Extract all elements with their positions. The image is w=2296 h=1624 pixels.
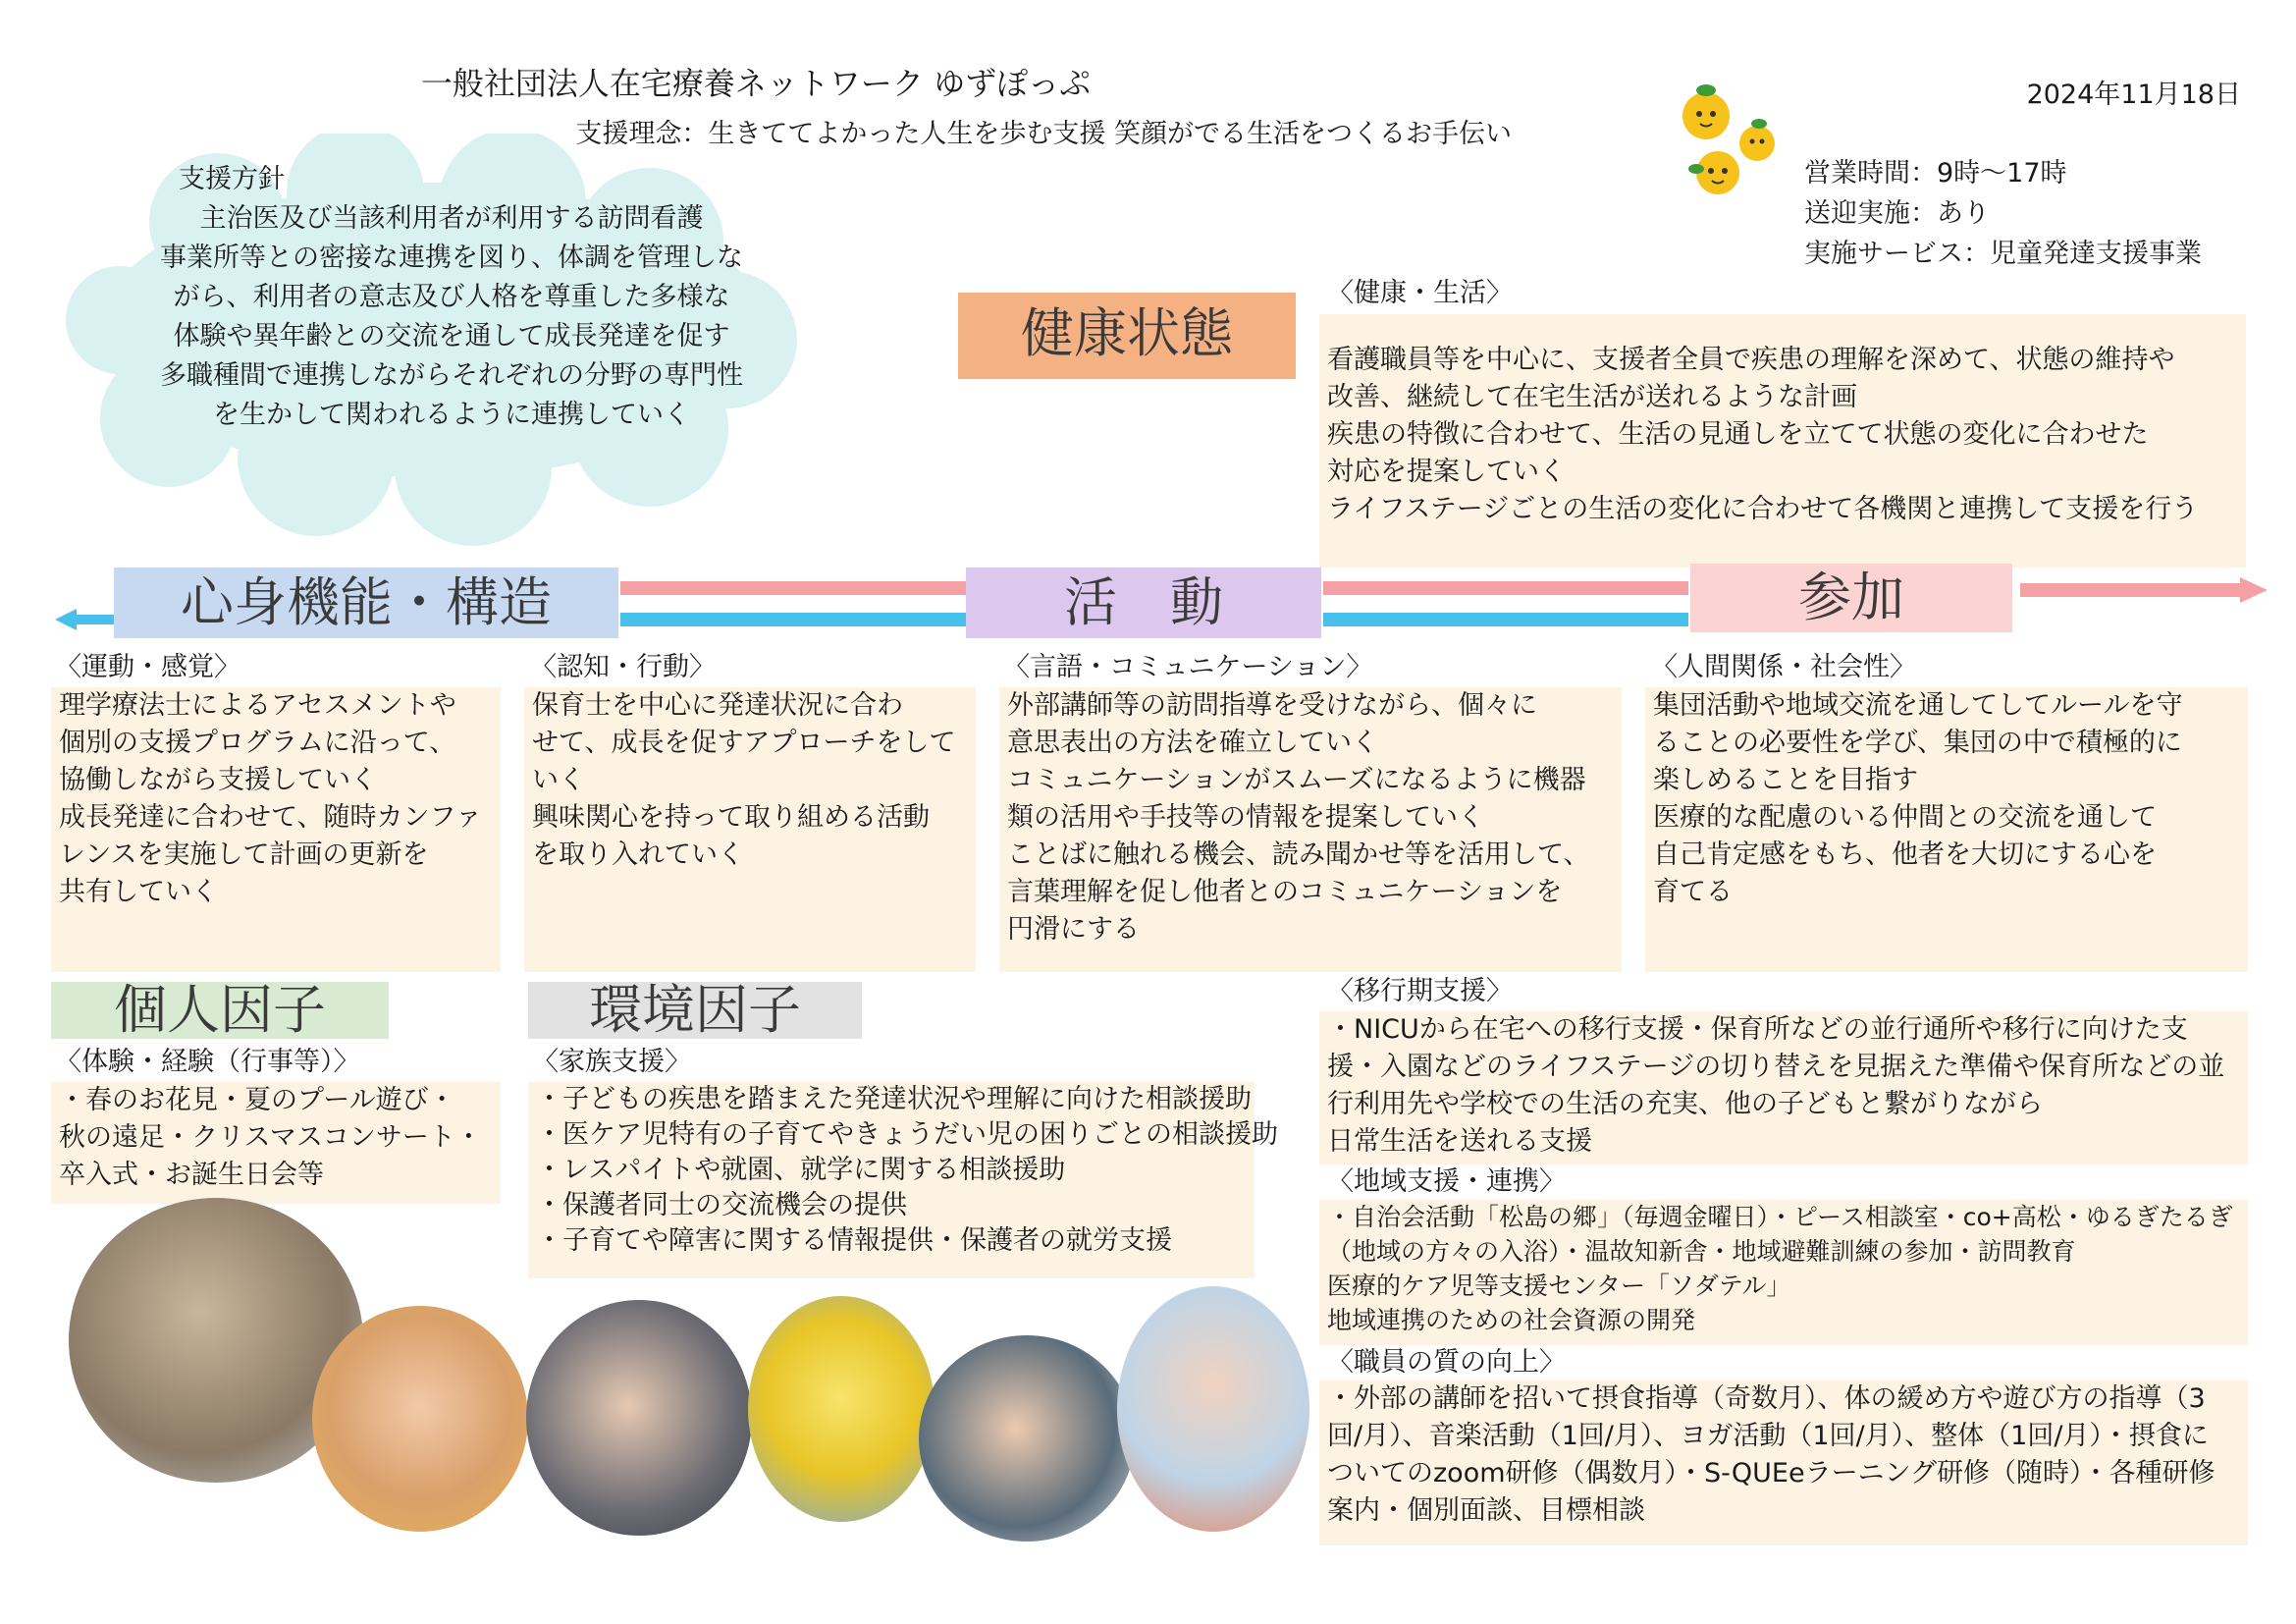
community-line: （地域の方々の入浴）・温故知新舎・地域避難訓練の参加・訪問教育 <box>1327 1237 2076 1266</box>
community-text-box <box>1319 1200 2248 1345</box>
language-line: コミュニケーションがスムーズになるように機器 <box>1007 765 1586 795</box>
staff-line: 回/月）、音楽活動（1回/月）、ヨガ活動（1回/月）、整体（1回/月）・摂食に <box>1327 1421 2209 1451</box>
policy-text <box>118 199 785 435</box>
family-line: ・医ケア児特有の子育てやきょうだい児の困りごとの相談援助 <box>536 1119 1278 1150</box>
transition-heading: 〈移行期支援〉 <box>1327 976 1513 1006</box>
health-text-box <box>1319 314 2246 568</box>
staff-heading: 〈職員の質の向上〉 <box>1327 1347 1566 1378</box>
family-text-box <box>528 1082 1278 1278</box>
experience-line: 卒入式・お誕生日会等 <box>59 1160 324 1190</box>
health-line: 疾患の特徴に合わせて、生活の見通しを立てて状態の変化に合わせた <box>1327 419 2149 450</box>
motor-line: 成長発達に合わせて、随時カンファ <box>59 802 482 833</box>
cognition-line: 保育士を中心に発達状況に合わ <box>532 690 903 721</box>
motor-line: 個別の支援プログラムに沿って、 <box>59 728 456 758</box>
language-heading: 〈言語・コミュニケーション〉 <box>1003 652 1373 682</box>
transition-line: ・NICUから在宅への移行支援・保育所などの並行通所や移行に向けた支 <box>1327 1014 2188 1045</box>
staff-line: ・外部の講師を招いて摂食指導（奇数月）、体の緩め方や遊び方の指導（3 <box>1327 1383 2206 1414</box>
cognition-line: を取り入れていく <box>532 839 744 870</box>
photo-staff-child <box>919 1335 1135 1542</box>
policy-line: 多職種間で連携しながらそれぞれの分野の専門性 <box>160 360 743 391</box>
health-line: 対応を提案していく <box>1327 457 1566 487</box>
staff-line: 案内・個別面談、目標相談 <box>1327 1495 1645 1526</box>
policy-line: 主治医及び当該利用者が利用する訪問看護 <box>199 203 704 234</box>
social-text-box <box>1645 687 2248 972</box>
body-function-label: 心身機能・構造 <box>114 568 618 638</box>
photo-child-smiling <box>526 1300 752 1536</box>
cognition-heading: 〈認知・行動〉 <box>530 652 716 682</box>
motor-text-box <box>51 687 501 972</box>
policy-line: を生かして関われるように連携していく <box>213 400 690 430</box>
policy-line: 事業所等との密接な連携を図り、体調を管理しな <box>160 243 743 273</box>
experience-heading: 〈体験・経験（行事等）〉 <box>55 1047 360 1077</box>
health-line: 改善、継続して在宅生活が送れるような計画 <box>1327 382 1857 412</box>
cognition-line: 興味関心を持って取り組める活動 <box>532 802 930 833</box>
staff-text-box <box>1319 1380 2248 1545</box>
cognition-text-box <box>524 687 976 972</box>
transition-line: 援・入園などのライフステージの切り替えを見据えた準備や保育所などの並 <box>1327 1052 2225 1082</box>
business-info <box>1804 153 2202 274</box>
health-line: ライフステージごとの生活の変化に合わせて各機関と連携して支援を行う <box>1327 494 2199 524</box>
transition-text-box <box>1319 1011 2248 1164</box>
motor-heading: 〈運動・感覚〉 <box>55 652 240 682</box>
health-state-label: 健康状態 <box>958 293 1296 379</box>
social-line: 育てる <box>1653 877 1733 907</box>
social-line: 集団活動や地域交流を通してしてルールを守 <box>1653 690 2183 721</box>
experience-text-box <box>51 1082 501 1204</box>
pickup-service: 送迎実施：あり <box>1804 198 1990 229</box>
language-text-box <box>999 687 1622 972</box>
family-line: ・子どもの疾患を踏まえた発達状況や理解に向けた相談援助 <box>536 1084 1252 1114</box>
staff-line: ついてのzoom研修（偶数月）・S-QUEeラーニング研修（随時）・各種研修 <box>1327 1458 2216 1489</box>
photo-girl-playroom <box>312 1306 528 1532</box>
language-line: 円滑にする <box>1007 914 1140 945</box>
policy-line: 体験や異年齢との交流を通して成長発達を促す <box>173 321 730 352</box>
community-heading: 〈地域支援・連携〉 <box>1327 1166 1566 1197</box>
page-subtitle: 支援理念：生きててよかった人生を歩む支援 笑顔がでる生活をつくるお手伝い <box>575 119 1512 149</box>
cognition-line: せて、成長を促すアプローチをして <box>532 728 956 758</box>
environment-factor-label: 環境因子 <box>528 982 862 1039</box>
business-hours: 営業時間：9時～17時 <box>1804 158 2067 189</box>
transition-line: 行利用先や学校での生活の充実、他の子どもと繋がりながら <box>1327 1089 2043 1119</box>
motor-line: 協働しながら支援していく <box>59 765 377 795</box>
community-line: 地域連携のための社会資源の開発 <box>1327 1306 1696 1334</box>
date: 2024年11月18日 <box>2026 80 2241 110</box>
family-line: ・子育てや障害に関する情報提供・保護者の就労支援 <box>536 1225 1172 1256</box>
page-title: 一般社団法人在宅療養ネットワーク ゆずぽっぷ <box>420 65 1092 102</box>
health-line: 看護職員等を中心に、支援者全員で疾患の理解を深めて、状態の維持や <box>1327 345 2175 375</box>
family-line: ・保護者同士の交流機会の提供 <box>536 1190 907 1220</box>
motor-line: レンスを実施して計画の更新を <box>59 839 429 870</box>
service-type: 実施サービス：児童発達支援事業 <box>1804 239 2202 269</box>
social-line: 医療的な配慮のいる仲間との交流を通して <box>1653 802 2157 833</box>
family-line: ・レスパイトや就園、就学に関する相談援助 <box>536 1155 1066 1185</box>
participation-label: 参加 <box>1690 564 2012 632</box>
photo-child-float <box>748 1296 934 1522</box>
social-line: 自己肯定感をもち、他者を大切にする心を <box>1653 839 2157 870</box>
experience-line: 秋の遠足・クリスマスコンサート・ <box>59 1122 482 1153</box>
family-heading: 〈家族支援〉 <box>532 1047 691 1077</box>
language-line: 意思表出の方法を確立していく <box>1007 728 1378 758</box>
language-line: 外部講師等の訪問指導を受けながら、個々に <box>1007 690 1537 721</box>
personal-factor-label: 個人因子 <box>51 982 389 1039</box>
community-line: ・自治会活動「松島の郷」（毎週金曜日）・ピース相談室・co+高松・ゆるぎたるぎ <box>1327 1203 2233 1231</box>
social-line: ることの必要性を学び、集団の中で積極的に <box>1653 728 2182 758</box>
experience-line: ・春のお花見・夏のプール遊び・ <box>59 1085 455 1115</box>
activity-label: 活 動 <box>966 568 1321 638</box>
language-line: 類の活用や手技等の情報を提案していく <box>1007 802 1484 833</box>
policy-title: 支援方針 <box>179 164 285 194</box>
social-heading: 〈人間関係・社会性〉 <box>1651 652 1916 682</box>
language-line: ことばに触れる機会、読み聞かせ等を活用して、 <box>1007 839 1590 870</box>
motor-line: 理学療法士によるアセスメントや <box>59 690 456 721</box>
community-line: 医療的ケア児等支援センター「ソダテル」 <box>1327 1272 1791 1300</box>
transition-line: 日常生活を送れる支援 <box>1327 1126 1592 1157</box>
yuzu-mascot-icon <box>1669 75 1777 202</box>
photo-children-table <box>1117 1286 1309 1532</box>
social-line: 楽しめることを目指す <box>1653 765 1918 795</box>
health-heading: 〈健康・生活〉 <box>1327 278 1513 308</box>
motor-line: 共有していく <box>59 877 218 907</box>
policy-line: がら、利用者の意志及び人格を尊重した多様な <box>173 282 730 312</box>
cognition-line: いく <box>532 765 585 795</box>
language-line: 言葉理解を促し他者とのコミュニケーションを <box>1007 877 1563 907</box>
